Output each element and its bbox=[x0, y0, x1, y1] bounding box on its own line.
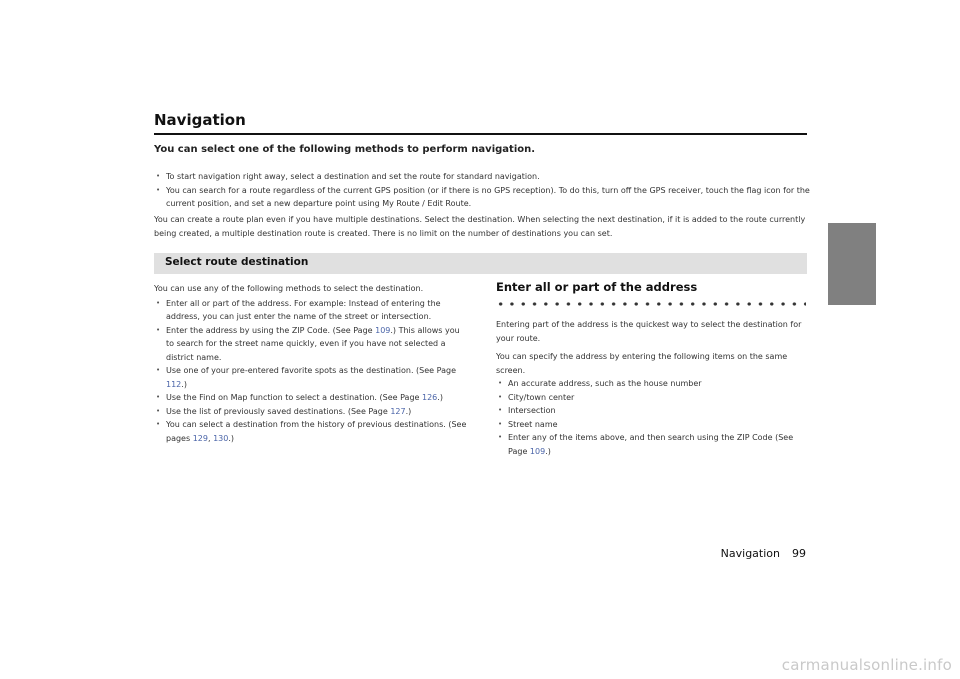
page-number: 99 bbox=[792, 547, 806, 560]
list-item: • Intersection bbox=[496, 404, 811, 418]
item-text: .) bbox=[405, 406, 412, 416]
list-item: • City/town center bbox=[496, 391, 811, 405]
page-ref-link[interactable]: 109 bbox=[529, 446, 546, 456]
list-item bbox=[154, 391, 469, 405]
route-plan-paragraph: You can create a route plan even if you have multiple destinations. Select the destination. When selecting the next destination, if it is added to the route currently being created, a multiple destination route is created. There is no limit on the number of destinations you can set. bbox=[154, 215, 806, 238]
list-item bbox=[154, 297, 469, 324]
item-text: Enter any of the items above, and then search using the ZIP Code (See Page bbox=[508, 433, 794, 456]
item-text: Enter all or part of the address. For example: Instead of entering the address, you can just enter the name of the street or intersection. bbox=[166, 298, 441, 321]
right-column bbox=[496, 281, 811, 458]
page-ref-link[interactable]: 127 bbox=[390, 406, 406, 416]
list-item: • To start navigation right away, select a destination and set the route for standard navigation. bbox=[154, 170, 814, 184]
page-ref-link[interactable]: 112 bbox=[166, 379, 182, 389]
list-item: • You can search for a route regardless of the current GPS position (or if there is no GPS reception). To do this, turn off the GPS receiver, touch the flag icon for the current position, and set a new departure point using My Route / Edit Route. bbox=[154, 184, 814, 211]
item-text: .) bbox=[181, 379, 187, 389]
item-text: Enter the address by using the ZIP Code. (See Page bbox=[166, 325, 376, 335]
item-text: Use one of your pre-entered favorite spots as the destination. (See Page bbox=[166, 366, 457, 375]
item-text: Use the list of previously saved destinations. (See Page bbox=[166, 406, 391, 416]
page-title: Navigation bbox=[154, 111, 246, 129]
item-text: .) bbox=[545, 446, 551, 456]
page-footer bbox=[709, 547, 806, 560]
dotted-divider bbox=[496, 299, 806, 309]
left-lead: You can use any of the following methods to select the destination. bbox=[154, 284, 424, 293]
page-ref-link[interactable]: 109 bbox=[375, 325, 391, 335]
watermark: carmanualsonline.info bbox=[781, 656, 952, 674]
list-item bbox=[496, 431, 811, 458]
item-text: .) This allows you to search for the street name quickly, even if you have not selected a district name. bbox=[166, 325, 460, 362]
left-column bbox=[154, 282, 469, 445]
list-item bbox=[154, 364, 469, 391]
list-item bbox=[154, 324, 469, 365]
address-items-list bbox=[496, 377, 811, 458]
page-ref-link[interactable]: 130 bbox=[213, 433, 229, 443]
item-text: .) bbox=[228, 433, 235, 443]
right-paragraph-2: You can specify the address by entering the following items on the same screen. bbox=[496, 352, 788, 375]
method-list bbox=[154, 297, 469, 446]
list-item bbox=[154, 418, 469, 445]
list-item: • An accurate address, such as the house number bbox=[496, 377, 811, 391]
right-paragraph-1: Entering part of the address is the quickest way to select the destination for your route. bbox=[496, 320, 802, 343]
section-title: Select route destination bbox=[165, 256, 309, 268]
intro-text: You can select one of the following methods to perform navigation. bbox=[154, 144, 536, 155]
section-header-bar bbox=[154, 253, 807, 274]
title-rule bbox=[154, 133, 807, 135]
item-text: You can select a destination from the history of previous destinations. (See pages bbox=[166, 420, 467, 443]
item-text: Use the Find on Map function to select a destination. (See Page bbox=[166, 393, 422, 402]
page-ref-link[interactable]: 126 bbox=[422, 393, 438, 402]
footer-section-name: Navigation bbox=[720, 547, 780, 560]
list-item: • Street name bbox=[496, 418, 811, 432]
page-ref-link[interactable]: 129 bbox=[192, 433, 208, 443]
item-text: .) bbox=[437, 393, 443, 402]
chapter-side-tab bbox=[828, 223, 876, 305]
list-item bbox=[154, 405, 469, 419]
item-text: , bbox=[207, 433, 214, 443]
top-bullet-list bbox=[154, 170, 814, 211]
subsection-heading: Enter all or part of the address bbox=[496, 280, 698, 294]
